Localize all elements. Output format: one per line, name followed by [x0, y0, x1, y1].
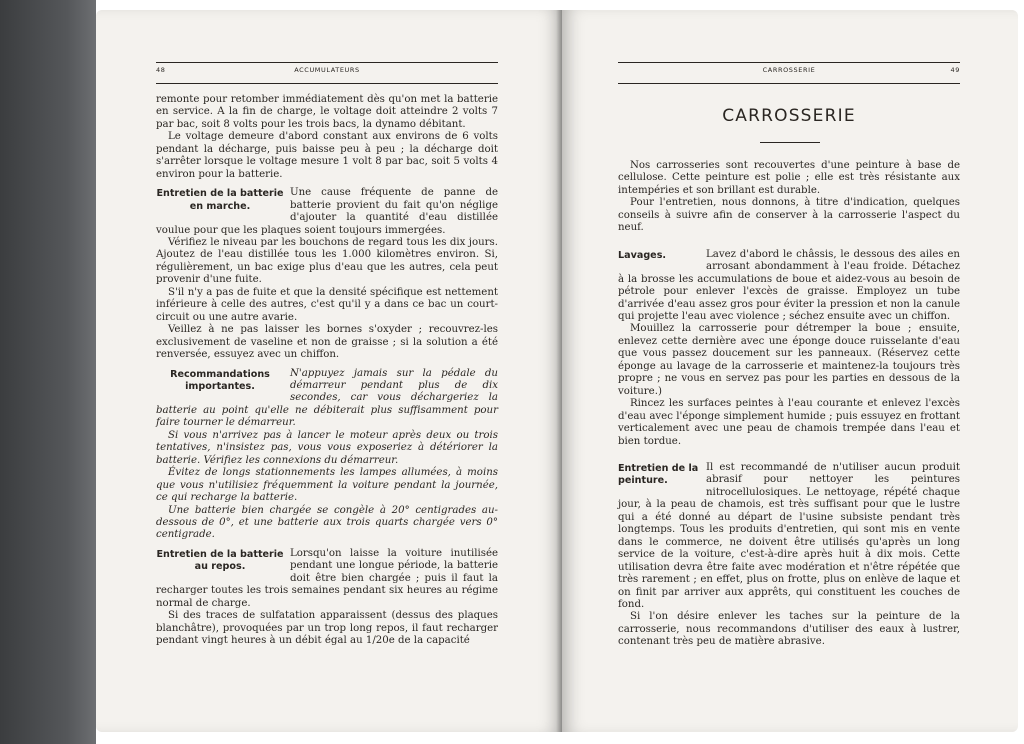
paragraph: Mouillez la carrosserie pour détremper la boue ; ensuite, enlevez cette dernière avec une éponge douce ruisselante d'eau que vous passez doucement sur les panneaux. (Réservez cette éponge au lavage de la carrosserie et maintenez-la toujours très propre ; ne vous en servez pas pour les parties en dessous de la voiture.) [618, 323, 960, 397]
running-head-rule [156, 83, 498, 84]
right-running-head [618, 62, 960, 84]
paragraph: Vérifiez le niveau par les bouchons de regard tous les dix jours. Ajoutez de l'eau distillée tous les 1.000 kilomètres environ. Si, régulièrement, un bac exige plus d'eau que les autres, cela peut provenir d'une fuite. [156, 236, 498, 286]
right-page [562, 10, 1018, 732]
left-body-text [156, 94, 498, 647]
section-heading: Entretien de la peinture. [618, 462, 699, 487]
paragraph: Lorsqu'on laisse la voiture inutilisée pendant une longue période, la batterie doit être bien chargée ; puis il faut la recharger toutes les trois semaines pendant six heures au régime normal de charge. [156, 547, 498, 609]
paragraph: Pour l'entretien, nous donnons, à titre d'indication, quelques conseils à suivre afin de conserver à la carrosserie l'aspect du neuf. [618, 197, 960, 234]
running-head-title: ACCUMULATEURS [294, 66, 360, 74]
paragraph: remonte pour retomber immédiatement dès qu'on met la batterie en service. A la fin de charge, le voltage doit atteindre 2 volts 7 par bac, soit 8 volts pour les trois bacs, la dynamo débitant. [156, 94, 498, 130]
section-paint-care [618, 462, 960, 649]
paragraph: Veillez à ne pas laisser les bornes s'oxyder ; recouvrez-les exclusivement de vaseline et non de graisse ; si la solution a été renversée, essuyez avec un chiffon. [156, 324, 498, 361]
paragraph: Une cause fréquente de panne de batterie provient du fait qu'on néglige d'ajouter la quantité d'eau distillée voulue pour que les plaques soient toujours immergées. [156, 187, 498, 236]
title-underline [760, 142, 820, 143]
section-heading: Lavages. [618, 249, 667, 261]
paragraph: Si des traces de sulfatation apparaissent (dessus des plaques blanchâtre), provoquées par un trop long repos, il faut recharger pendant vingt heures à un débit égal au 1/20e de la capacité [156, 610, 498, 647]
paragraph: Une batterie bien chargée se congèle à 20° centigrades au-dessous de 0°, et une batterie aux trois quarts chargée vers 0° centigrade. [156, 504, 498, 541]
running-head-rule [618, 62, 960, 63]
right-body-text [618, 160, 960, 649]
paragraph: S'il n'y a pas de fuite et que la densité spécifique est nettement inférieure à celle des autres, c'est qu'il y a dans ce bac un court-circuit ou une autre avarie. [156, 286, 498, 323]
paragraph: N'appuyez jamais sur la pédale du démarreur pendant plus de dix secondes, car vous déchargeriez la batterie au point qu'elle ne débiterait plus suffisamment pour faire tourner le démarreur. [156, 367, 498, 429]
running-head-title: CARROSSERIE [762, 66, 816, 74]
paragraph: Évitez de longs stationnements les lampes allumées, à moins que vous n'utilisiez fréquemment la voiture pendant la journée, ce qui recharge la batterie. [156, 467, 498, 504]
section-heading: Entretien de la batterie en marche. [156, 188, 284, 212]
section-recommendations [156, 368, 498, 542]
running-head-rule [618, 83, 960, 84]
left-running-head [156, 62, 498, 84]
section-heading: Entretien de la batterie au repos. [156, 548, 284, 573]
chapter-title: CARROSSERIE [722, 106, 856, 126]
paragraph: Si vous n'arrivez pas à lancer le moteur après deux ou trois tentatives, n'insistez pas, vous vous exposeriez à détériorer la batterie. Vérifiez les connexions du démarreur. [156, 429, 498, 466]
page-number: 48 [156, 66, 166, 74]
paragraph: Le voltage demeure d'abord constant aux environs de 6 volts pendant la décharge, puis baisse peu à peu ; la décharge doit s'arrêter lorsque le voltage mesure 1 volt 8 par bac, soit 5 volts 4 environ pour la batterie. [156, 131, 498, 180]
page-number: 49 [950, 66, 960, 74]
paragraph: Rincez les surfaces peintes à l'eau courante et enlevez l'excès d'eau avec l'éponge simplement humide ; puis essuyez en frottant verticalement avec une peau de chamois trempée dans l'eau et bien tordue. [618, 398, 960, 447]
section-battery-storage [156, 548, 498, 648]
paragraph: Nos carrosseries sont recouvertes d'une peinture à base de cellulose. Cette peinture est polie ; elle est très résistante aux intempéries et son brillant est durable. [618, 160, 960, 196]
running-head-rule [156, 62, 498, 63]
paragraph: Lavez d'abord le châssis, le dessous des ailes en arrosant abondamment à l'eau froide. Détachez à la brosse les accumulations de boue et aidez-vous au besoin de pétrole pour enlever l'excès de graisse. Employez un tube d'arrivée d'eau assez gros pour éviter la pression et non la canule qui projette l'eau avec violence ; séchez ensuite avec un chiffon. [618, 248, 960, 322]
paragraph: Si l'on désire enlever les taches sur la peinture de la carrosserie, nous recommandons d'utiliser des eaux à lustrer, contenant très peu de matière abrasive. [618, 611, 960, 648]
paragraph: Il est recommandé de n'utiliser aucun produit abrasif pour nettoyer les peintures nitrocellulosiques. Le nettoyage, répété chaque jour, à la peau de chamois, est très suffisant pour que le lustre qui a été donné au départ de l'usine subsiste pendant très longtemps. Tous les produits d'entretien, qui sont mis en vente dans le commerce, ne doivent être utilisés qu'après un long service de la voiture, c'est-à-dire après huit à dix mois. Cette utilisation devra être faite avec modération et n'être répétée que très rarement ; en effet, plus on frotte, plus on enlève de laque et on finit par arriver aux apprêts, qui constituent les couches de fond. [618, 461, 960, 610]
section-washing [618, 249, 960, 448]
section-battery-running [156, 187, 498, 361]
scan-border-shadow [0, 0, 96, 744]
left-page [96, 10, 562, 732]
section-heading: Recommandations importantes. [170, 368, 270, 392]
